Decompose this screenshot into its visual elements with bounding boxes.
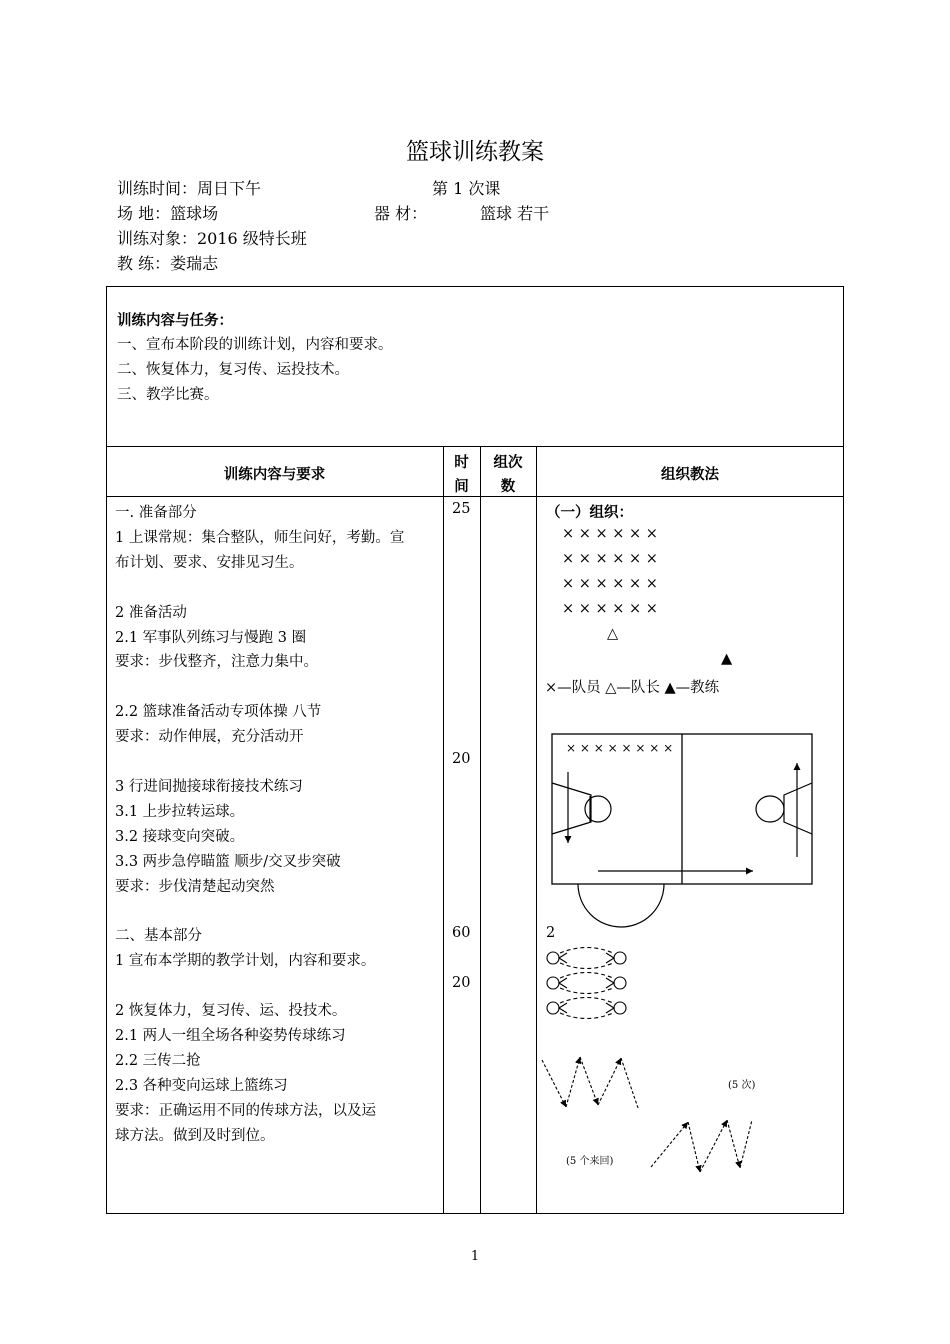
content-line: 3.2 接球变向突破。 (115, 828, 245, 845)
org-heading: （一）组织： (546, 505, 633, 521)
captain-icon: △ (607, 626, 619, 642)
content-line: 3.3 两步急停瞄篮 顺步/交叉步突破 (115, 853, 341, 870)
content-line: 要求：步伐清楚起动突然 (115, 878, 275, 895)
tasks-heading: 训练内容与任务： (117, 313, 233, 329)
legend: ×—队员 △—队长 ▲—教练 (545, 680, 720, 696)
col-header-method: 组织教法 (661, 467, 719, 483)
content-line: 2.1 军事队列练习与慢跑 3 圈 (115, 629, 307, 646)
court-players: × × × × × × × × (566, 741, 674, 755)
training-target: 训练对象：2016 级特长班 (117, 229, 307, 248)
content-line: 3 行进间抛接球衔接技术练习 (115, 778, 303, 795)
coach-icon: ▲ (721, 651, 733, 667)
formation-row: × × × × × × (562, 526, 658, 542)
content-line: 2.1 两人一组全场各种姿势传球练习 (115, 1027, 346, 1044)
col-header-sets: 数 (500, 479, 516, 495)
content-line: 布计划、要求、安排见习生。 (115, 554, 304, 571)
page-title: 篮球训练教案 (406, 139, 544, 165)
formation-row: × × × × × × (562, 551, 658, 567)
venue: 场 地：篮球场 (117, 204, 219, 223)
drill-number: 2 (546, 925, 556, 941)
content-line: 2.2 三传二抢 (115, 1052, 201, 1069)
content-line: 二、基本部分 (115, 928, 202, 945)
content-line: 一. 准备部分 (115, 505, 197, 521)
task-item: 二、恢复体力，复习传、运投技术。 (117, 362, 349, 378)
content-line: 2 恢复体力，复习传、运、投技术。 (115, 1003, 347, 1019)
content-line: 球方法。做到及时到位。 (115, 1127, 275, 1144)
content-line: 1 上课常规：集合整队，师生问好，考勤。宣 (115, 529, 405, 546)
session-number: 第 1 次课 (432, 179, 501, 198)
note-rounds: (5 个来回) (566, 1156, 614, 1167)
note-times: (5 次) (728, 1080, 756, 1091)
content-line: 2.2 篮球准备活动专项体操 八节 (115, 704, 322, 721)
coach: 教 练：娄瑞志 (117, 254, 219, 273)
equipment-label: 器 材： (374, 204, 428, 223)
page-number: 1 (470, 1249, 480, 1264)
col-header-time: 间 (454, 479, 469, 495)
formation-row: × × × × × × (562, 601, 658, 617)
content-line: 3.1 上步拉转运球。 (115, 803, 245, 820)
col-header-time: 时 (454, 455, 469, 471)
formation-row: × × × × × × (562, 576, 658, 592)
time-value: 25 (452, 501, 471, 517)
training-time: 训练时间：周日下午 (117, 179, 262, 198)
time-value: 60 (452, 925, 471, 941)
time-value: 20 (452, 975, 471, 991)
col-header-sets: 组次 (493, 455, 523, 471)
task-item: 三、教学比赛。 (117, 387, 219, 403)
equipment-value: 篮球 若干 (480, 204, 550, 223)
time-value: 20 (452, 751, 471, 767)
content-line: 1 宣布本学期的教学计划，内容和要求。 (115, 953, 376, 970)
task-item: 一、宣布本阶段的训练计划，内容和要求。 (117, 337, 393, 353)
content-line: 要求：动作伸展，充分活动开 (115, 729, 304, 746)
content-line: 2.3 各种变向运球上篮练习 (115, 1077, 288, 1094)
content-line: 2 准备活动 (115, 604, 187, 621)
content-line: 要求：步伐整齐，注意力集中。 (115, 654, 318, 671)
content-line: 要求：正确运用不同的传球方法，以及运 (115, 1102, 376, 1119)
col-header-content: 训练内容与要求 (223, 467, 326, 483)
